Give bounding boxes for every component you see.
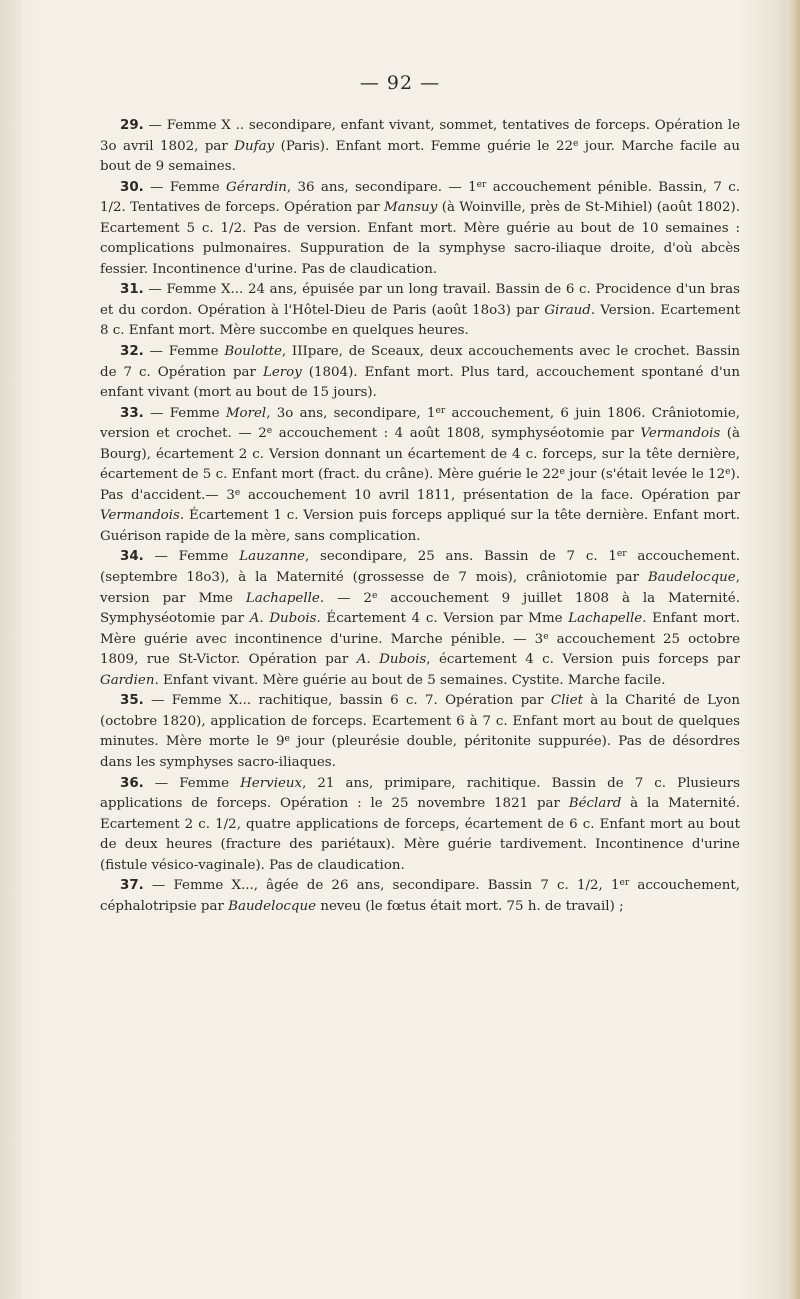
- case-text: accouchement, 6 juin 1806. Crâniotomie, version et crochet. — 2: [100, 405, 741, 442]
- person-name: Dufay: [234, 138, 275, 154]
- person-name: Baudelocque: [228, 898, 317, 914]
- case-text: neveu (le fœtus était mort. 75 h. de travail) ;: [316, 898, 624, 914]
- case-text: jour (s'était levée le 12: [564, 467, 726, 483]
- case-number: 37.: [120, 878, 144, 894]
- person-name: Béclard: [568, 796, 622, 812]
- page-number: — 92 —: [359, 72, 441, 94]
- case-text: (à Bourg), écartement 2 c. Version donnant un écartement de 4 c. forceps, sur la tête dernière, écartement de 5 c. Enfant mort (fract. du crâne). Mère guérie le 22: [100, 426, 740, 483]
- case-entry: [100, 876, 740, 917]
- person-name: Giraud: [544, 302, 591, 318]
- case-text: accouchement pénible. Bassin, 7 c. 1/2. Tentatives de forceps. Opération par: [100, 179, 740, 216]
- case-text: , IIIpare, de Sceaux, deux accouchements avec le crochet. Bassin de 7 c. Opération par: [100, 344, 740, 380]
- superscript: er: [616, 549, 627, 560]
- person-name: Leroy: [262, 364, 302, 380]
- person-name: Hervieux: [240, 775, 303, 791]
- case-text: — Femme X .. secondipare, enfant vivant, sommet, tentatives de forceps. Opération le 3o avril 1802, par: [100, 118, 740, 154]
- superscript: e: [559, 467, 565, 478]
- case-text: — Femme X... 24 ans, épuisée par un long travail. Bassin de 6 c. Procidence d'un bras et du cordon. Opération à l'Hôtel-Dieu de Paris (août 18o3) par: [100, 282, 740, 318]
- page-binding-shadow: [0, 0, 22, 1299]
- case-entry: [100, 280, 740, 342]
- case-text: ). Pas d'accident.— 3: [100, 467, 740, 503]
- case-text: à la Charité de Lyon (octobre 1820), application de forceps. Ecartement 6 à 7 c. Enfant mort au bout de quelques minutes. Mère morte le 9: [100, 693, 740, 750]
- case-text: (Paris). Enfant mort. Femme guérie le 22: [274, 138, 573, 154]
- case-text: à la Maternité. Ecartement 2 c. 1/2, quatre applications de forceps, écartement de 6 c. Enfant mort au bout de deux heures (fracture des pariétaux). Mère guérie tardivement. Incontinence d'urine (fistule vésico-vaginale). Pas de claudication.: [100, 796, 741, 873]
- case-text: , 36 ans, secondipare. — 1: [286, 179, 477, 195]
- case-text: (à Woinville, près de St-Mihiel) (août 1802). Ecartement 5 c. 1/2. Pas de version. Enfant mort. Mère guérie au bout de 10 semaines : complications pulmonaires. Suppuration de la symphyse sacro-iliaque droite, d'où abcès fessier. Incontinence d'urine. Pas de claudication.: [100, 200, 740, 277]
- case-entry: [100, 774, 740, 877]
- case-text: — Femme: [143, 549, 240, 565]
- case-entry: [100, 404, 740, 548]
- person-name: Mansuy: [383, 200, 438, 216]
- superscript: e: [371, 590, 378, 601]
- superscript: er: [619, 878, 630, 889]
- case-number: 36.: [120, 775, 144, 791]
- case-text: accouchement : 4 août 1808, symphyséotomie par: [272, 426, 641, 442]
- superscript: e: [284, 734, 290, 745]
- case-text: — Femme X..., âgée de 26 ans, secondipare. Bassin 7 c. 1/2, 1: [143, 878, 620, 894]
- person-name: Baudelocque: [647, 570, 736, 586]
- person-name: A. Dubois: [249, 611, 317, 627]
- case-text: . — 2: [319, 590, 372, 606]
- case-entry: [100, 178, 740, 281]
- case-text: jour. Marche facile au bout de 9 semaines.: [100, 138, 740, 175]
- case-text: accouchement 10 avril 1811, présentation de la face. Opération par: [240, 487, 740, 503]
- superscript: er: [476, 179, 487, 190]
- person-name: Lauzanne: [239, 549, 305, 565]
- case-text: . Écartement 4 c. Version par Mme: [316, 611, 569, 627]
- case-text: — Femme: [143, 775, 241, 791]
- person-name: Lachapelle: [568, 611, 643, 627]
- superscript: e: [266, 426, 273, 437]
- person-name: Cliet: [550, 693, 583, 709]
- case-number: 32.: [120, 344, 144, 360]
- person-name: Lachapelle: [245, 590, 320, 606]
- superscript: e: [725, 467, 731, 478]
- case-number: 35.: [120, 693, 144, 709]
- superscript: e: [543, 631, 549, 642]
- page-body-text: [100, 116, 740, 917]
- case-entry: [100, 547, 740, 691]
- superscript: er: [435, 405, 446, 416]
- case-text: , écartement 4 c. Version puis forceps par: [426, 652, 740, 668]
- case-number: 30.: [120, 179, 144, 195]
- case-text: — Femme: [143, 344, 225, 360]
- case-text: , 21 ans, primipare, rachitique. Bassin de 7 c. Plusieurs applications de forceps. Opération : le 25 novembre 1821 par: [100, 775, 741, 812]
- case-text: accouchement 25 octobre 1809, rue St-Victor. Opération par: [100, 631, 740, 668]
- person-name: Gérardin: [226, 179, 287, 195]
- case-text: . Enfant mort. Mère guérie avec incontinence d'urine. Marche pénible. — 3: [100, 611, 740, 647]
- superscript: e: [573, 138, 579, 149]
- case-entry: [100, 691, 740, 773]
- case-number: 34.: [120, 549, 144, 565]
- case-text: — Femme X... rachitique, bassin 6 c. 7. Opération par: [143, 693, 551, 709]
- case-entry: [100, 116, 740, 178]
- case-number: 31.: [120, 282, 144, 298]
- person-name: Vermandois: [640, 426, 721, 442]
- case-text: , version par Mme: [100, 570, 740, 606]
- case-text: jour (pleurésie double, péritonite suppurée). Pas de désordres dans les symphyses sacro-iliaques.: [100, 734, 741, 770]
- page-edge-shadow: [786, 0, 800, 1299]
- case-text: . Enfant vivant. Mère guérie au bout de 5 semaines. Cystite. Marche facile.: [154, 672, 666, 688]
- superscript: e: [234, 487, 241, 498]
- case-text: accouchement, céphalotripsie par: [100, 878, 741, 914]
- case-text: accouchement. (septembre 18o3), à la Maternité (grossesse de 7 mois), crâniotomie par: [100, 549, 740, 586]
- person-name: A. Dubois: [356, 652, 427, 668]
- person-name: Morel: [225, 405, 267, 421]
- case-text: . Écartement 1 c. Version puis forceps appliqué sur la tête dernière. Enfant mort. Guérison rapide de la mère, sans complication.: [100, 508, 740, 544]
- person-name: Vermandois: [100, 508, 180, 524]
- person-name: Boulotte: [224, 344, 282, 360]
- case-text: (1804). Enfant mort. Plus tard, accouchement spontané d'un enfant vivant (mort au bout de 15 jours).: [100, 364, 740, 401]
- case-text: — Femme: [143, 179, 227, 195]
- case-number: 29.: [120, 118, 144, 133]
- case-text: — Femme: [143, 405, 226, 421]
- case-text: , secondipare, 25 ans. Bassin de 7 c. 1: [304, 549, 617, 565]
- case-entry: [100, 342, 740, 404]
- case-text: , 3o ans, secondipare, 1: [266, 405, 436, 421]
- case-text: accouchement 9 juillet 1808 à la Maternité. Symphyséotomie par: [100, 590, 740, 627]
- person-name: Gardien: [100, 672, 155, 688]
- case-text: . Version. Ecartement 8 c. Enfant mort. Mère succombe en quelques heures.: [100, 302, 740, 339]
- case-number: 33.: [120, 405, 144, 421]
